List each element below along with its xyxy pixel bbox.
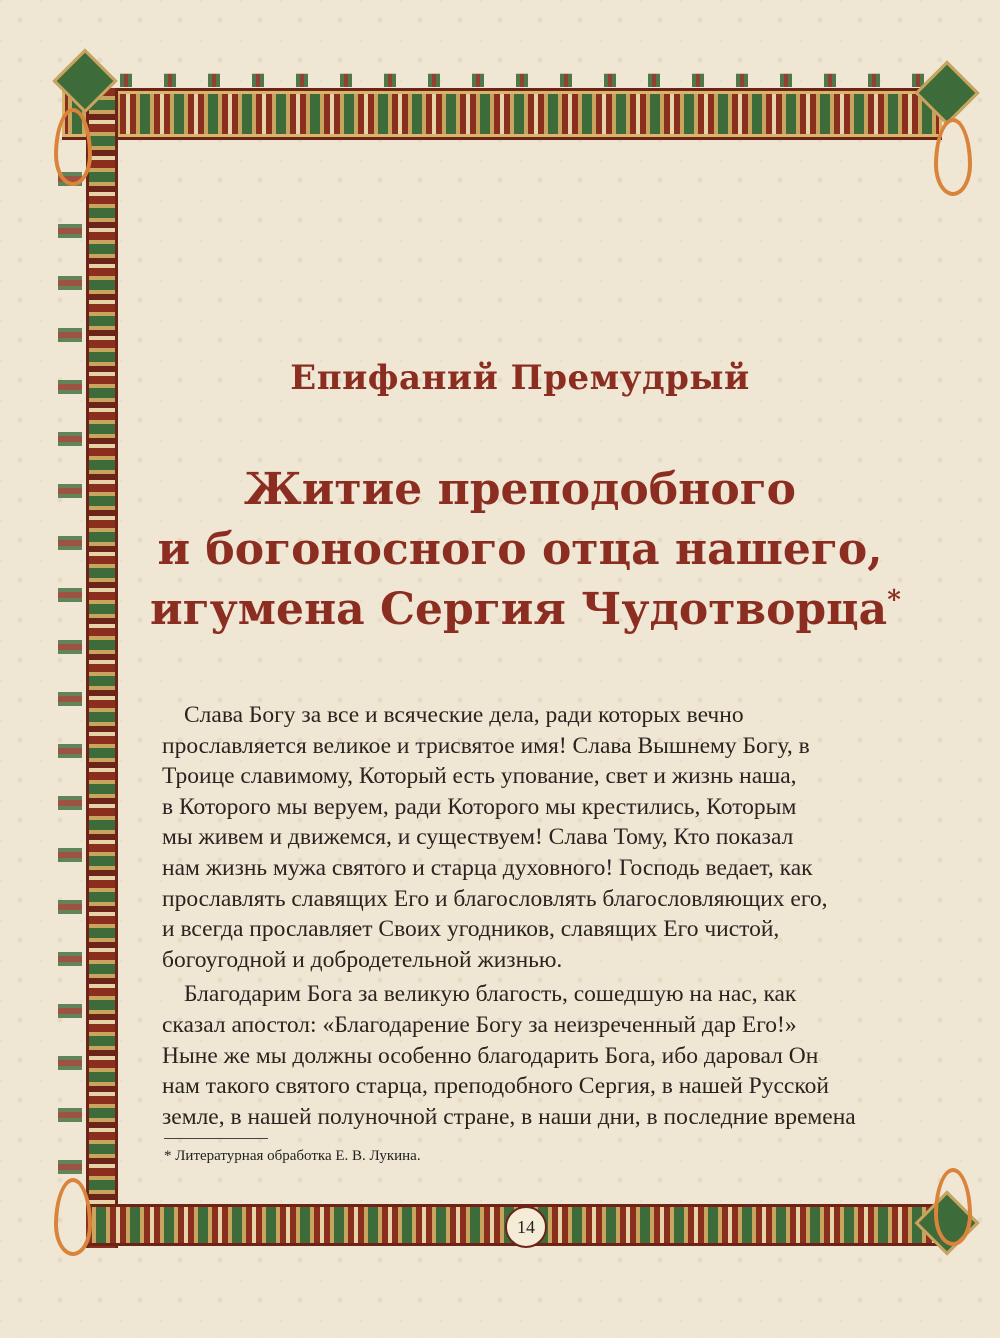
- text-line: богоугодной и добродетельной жизнью.: [162, 946, 563, 973]
- author-name: Епифаний Премудрый: [290, 358, 750, 398]
- paragraph: [162, 700, 892, 975]
- title-line: Житие преподобного: [244, 464, 796, 515]
- text-line: земле, в нашей полуночной стране, в наши дни, в последние времена: [162, 1103, 856, 1130]
- text-line: Слава Богу за все и всяческие дела, ради которых вечно: [184, 702, 744, 728]
- footnote-mark[interactable]: *: [887, 585, 901, 616]
- title-line-last: [150, 580, 901, 640]
- text-line: мы живем и движемся, и существуем! Слава Тому, Кто показал: [162, 824, 794, 851]
- text-line: Благодарим Бога за великую благость, сошедшую на нас, как: [184, 981, 797, 1008]
- ornamental-border-top: [62, 88, 942, 140]
- text-line: Троице славимому, Который есть упование, свет и жизнь наша,: [162, 763, 797, 790]
- page-title: [150, 460, 901, 640]
- scroll-ornament-top-right-icon: [934, 118, 972, 196]
- ornamental-border-left-motifs: [58, 150, 82, 1190]
- text-line: и всегда прославляет Своих угодников, славящих Его чистой,: [162, 916, 780, 943]
- paragraph: [162, 979, 892, 1132]
- scroll-ornament-bottom-right-icon: [934, 1168, 972, 1246]
- footnote-divider: [164, 1138, 268, 1139]
- ornamental-border-left: [86, 88, 118, 1248]
- page-number: 14: [505, 1206, 547, 1248]
- text-line: Ныне же мы должны особенно благодарить Бога, ибо даровал Он: [162, 1042, 819, 1069]
- title-line-text: игумена Сергия Чудотворца: [150, 584, 888, 635]
- footnote: * Литературная обработка Е. В. Лукина.: [164, 1148, 421, 1164]
- body-text: [162, 700, 892, 1136]
- text-line: в Которого мы веруем, ради Которого мы крестились, Которым: [162, 793, 797, 820]
- text-line: прославлять славящих Его и благословлять благословляющих его,: [162, 885, 828, 912]
- text-line: сказал апостол: «Благодарение Богу за неизреченный дар Его!»: [162, 1011, 797, 1038]
- text-line: прославляется великое и трисвятое имя! Слава Вышнему Богу, в: [162, 732, 810, 759]
- text-line: нам такого святого старца, преподобного Сергия, в нашей Русской: [162, 1073, 829, 1100]
- text-line: нам жизнь мужа святого и старца духовного! Господь ведает, как: [162, 854, 813, 881]
- title-line: и богоносного отца нашего,: [157, 524, 883, 575]
